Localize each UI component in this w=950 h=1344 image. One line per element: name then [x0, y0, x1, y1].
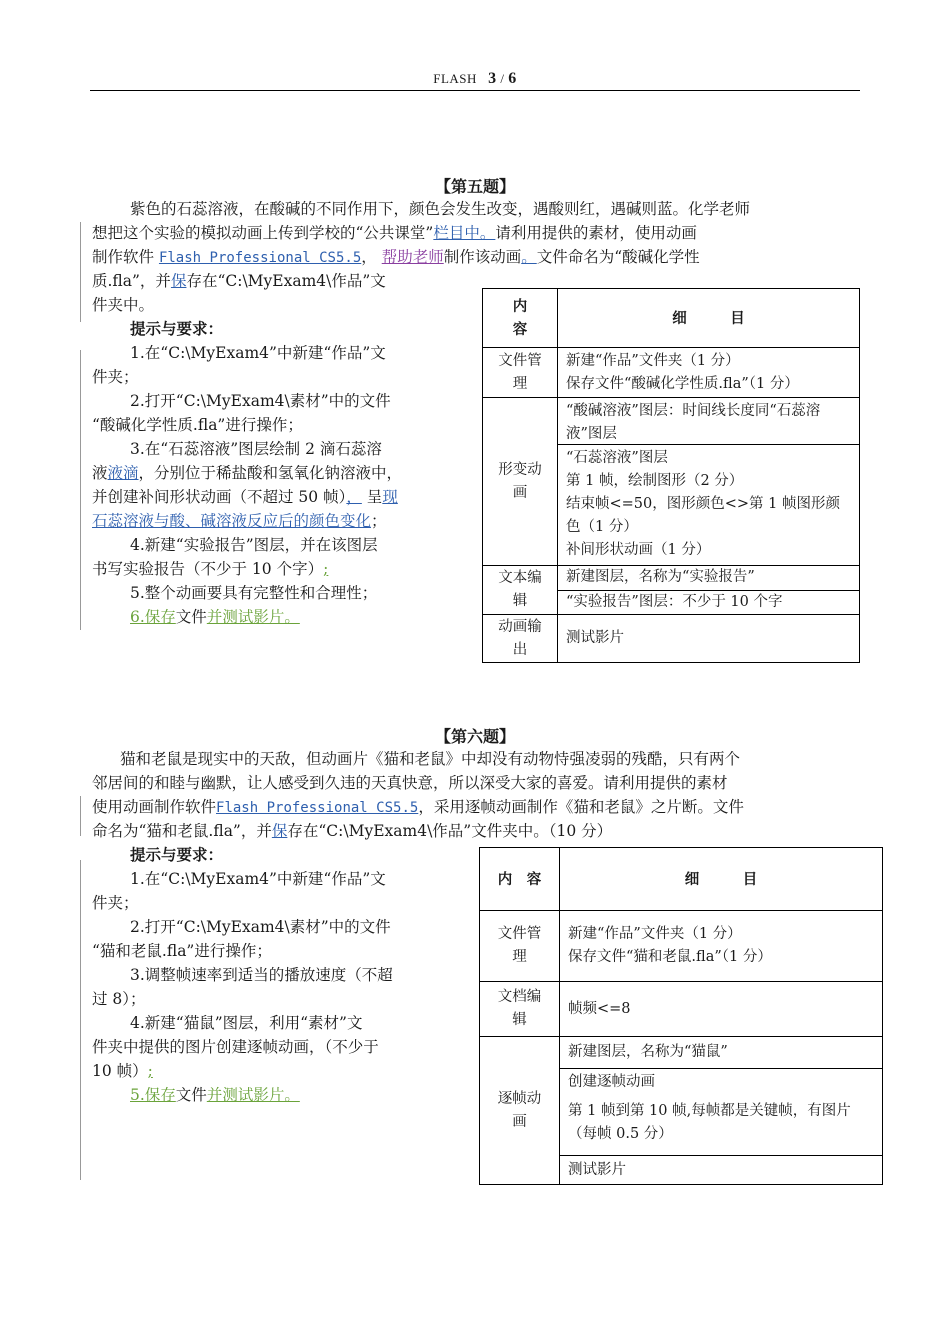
q6-tips-title: 提示与要求： [130, 845, 224, 864]
q5-title: 【第五题】 [434, 177, 515, 196]
q6-link-test[interactable]: 并测试影片。 [206, 1086, 300, 1104]
q5-r3b-detail: “实验报告”图层：不少于 10 个字 [557, 590, 860, 615]
q5-tip-3d: 石蕊溶液与酸、碱溶液反应后的颜色变化； [92, 512, 387, 530]
q6-title: 【第六题】 [434, 727, 515, 746]
q6-r3c-detail: 测试影片 [559, 1155, 883, 1185]
q5-th-detail: 细 目 [557, 288, 860, 348]
q5-tip-3b: 液液滴，分别位于稀盐酸和氢氧化钠溶液中， [92, 464, 403, 482]
q5-tip-4b: 书写实验报告（不少于 10 个字）; [92, 560, 329, 578]
q5-r2a-detail: “酸碱溶液”图层：时间线长度同“石蕊溶液”图层 [557, 397, 860, 445]
q6-tip-4c: 10 帧）; [92, 1062, 153, 1080]
q5-line-5: 件夹中。 [92, 296, 155, 314]
q5-link-semicolon[interactable]: ; [323, 560, 329, 578]
q6-r2-label: 文档编 辑 [479, 981, 560, 1037]
q5-line-1: 紫色的石蕊溶液，在酸碱的不同作用下，颜色会发生改变，遇酸则红，遇碱则蓝。化学老师 [130, 200, 751, 218]
q6-th-detail: 细 目 [559, 847, 883, 911]
q5-th-content: 内 容 [482, 288, 558, 348]
page-header [0, 70, 950, 88]
q5-r1-label: 文件管 理 [482, 347, 558, 398]
q5-margin-bar-2 [80, 350, 81, 630]
q6-link-save[interactable]: 5.保存 [130, 1086, 176, 1104]
q6-link-flash[interactable]: Flash Professional CS5.5 [216, 800, 419, 816]
q6-line-4: 命名为“猫和老鼠.fla”，并保存在“C:\MyExam4\作品”文件夹中。（10 分） [92, 822, 613, 840]
q5-r3-label: 文本编 辑 [482, 565, 558, 615]
header-sep: / [496, 71, 509, 86]
q5-tip-5: 5.整个动画要具有完整性和合理性； [130, 584, 378, 602]
q6-r1-detail: 新建“作品”文件夹（1 分） 保存文件“猫和老鼠.fla”（1 分） [559, 910, 883, 982]
q6-tip-5: 5.保存文件并测试影片。 [130, 1086, 300, 1104]
q5-tip-3a: 3.在“石蕊溶液”图层绘制 2 滴石蕊溶 [130, 440, 382, 458]
q5-r4-detail: 测试影片 [557, 614, 860, 663]
q5-link-bao[interactable]: 保 [170, 272, 187, 290]
q6-margin-bar [80, 796, 81, 836]
q6-margin-bar-2 [80, 860, 81, 1180]
q5-r3a-detail: 新建图层，名称为“实验报告” [557, 565, 860, 591]
q5-link-help[interactable]: 帮助老师 [381, 248, 444, 266]
q5-line-3: 制作软件 Flash Professional CS5.5， 帮助老师制作该动画。文件命名为“酸碱化学性 [92, 248, 700, 266]
q5-line-2: 想把这个实验的模拟动画上传到学校的“公共课堂”栏目中。请利用提供的素材，使用动画 [92, 224, 697, 242]
q6-th-content: 内 容 [479, 847, 560, 911]
q6-r3b-detail: 创建逐帧动画 第 1 帧到第 10 帧,每帧都是关键帧，有图片（每帧 0.5 分） [559, 1068, 883, 1156]
q5-tip-1b: 件夹； [92, 368, 139, 386]
q5-link-drop[interactable]: 液滴 [107, 464, 139, 482]
q6-line-3: 使用动画制作软件Flash Professional CS5.5，采用逐帧动画制作《猫和老鼠》之片断。文件 [92, 798, 744, 816]
q5-link-xian[interactable]: 现 [382, 488, 398, 506]
q5-tip-4a: 4.新建“实验报告”图层，并在该图层 [130, 536, 378, 554]
header-total: 6 [508, 70, 517, 87]
q5-tips-title: 提示与要求： [130, 319, 224, 338]
q5-link-save[interactable]: 6.保存 [130, 608, 176, 626]
q5-margin-bar [80, 222, 81, 322]
q6-tip-2b: “猫和老鼠.fla”进行操作； [92, 942, 272, 960]
q6-link-semicolon[interactable]: ; [147, 1062, 153, 1080]
q6-r1-label: 文件管 理 [479, 910, 560, 982]
q6-line-2: 邻居间的和睦与幽默，让人感受到久违的天真快意，所以深受大家的喜爱。请利用提供的素材 [92, 774, 728, 792]
q5-tip-6: 6.保存文件并测试影片。 [130, 608, 300, 626]
q6-link-bao[interactable]: 保 [271, 822, 288, 840]
q5-link-period[interactable]: 。 [521, 248, 537, 266]
q6-tip-3a: 3.调整帧速率到适当的播放速度（不超 [130, 966, 393, 984]
q6-tip-2a: 2.打开“C:\MyExam4\素材”中的文件 [130, 918, 391, 936]
q5-link-comma[interactable]: ， [346, 488, 362, 506]
q6-tip-1a: 1.在“C:\MyExam4”中新建“作品”文 [130, 870, 386, 888]
q6-line-1: 猫和老鼠是现实中的天敌，但动画片《猫和老鼠》中却没有动物恃强凌弱的残酷，只有两个 [120, 750, 741, 768]
header-prefix: FLASH [433, 71, 477, 86]
header-rule [90, 90, 860, 91]
q5-tip-2a: 2.打开“C:\MyExam4\素材”中的文件 [130, 392, 391, 410]
q5-r4-label: 动画输 出 [482, 614, 558, 663]
q5-tip-3c: 并创建补间形状动画（不超过 50 帧）， 呈现 [92, 488, 398, 506]
q5-tip-2b: “酸碱化学性质.fla”进行操作； [92, 416, 303, 434]
header-page: 3 [488, 70, 497, 87]
q6-tip-4a: 4.新建“猫鼠”图层，利用“素材”文 [130, 1014, 363, 1032]
q6-tip-3b: 过 8）； [92, 990, 146, 1008]
q6-r3a-detail: 新建图层，名称为“猫鼠” [559, 1036, 883, 1069]
q5-link-flash[interactable]: Flash Professional CS5.5 [158, 250, 362, 266]
q5-line-4: 质.fla”，并保存在“C:\MyExam4\作品”文 [92, 272, 386, 290]
q5-r1-detail: 新建“作品”文件夹（1 分） 保存文件“酸碱化学性质.fla”（1 分） [557, 347, 860, 398]
q5-link-test[interactable]: 并测试影片。 [206, 608, 300, 626]
q5-link-color-change[interactable]: 石蕊溶液与酸、碱溶液反应后的颜色变化 [92, 512, 372, 530]
q6-tip-4b: 件夹中提供的图片创建逐帧动画，（不少于 [92, 1038, 379, 1056]
q5-r2-label: 形变动 画 [482, 397, 558, 566]
q5-tip-1a: 1.在“C:\MyExam4”中新建“作品”文 [130, 344, 386, 362]
q6-r2-detail: 帧频<=8 [559, 981, 883, 1037]
q6-r3-label: 逐帧动 画 [479, 1036, 560, 1185]
q5-link-lanmu[interactable]: 栏目中。 [433, 224, 496, 242]
q6-score-table [479, 847, 883, 1185]
q6-tip-1b: 件夹； [92, 894, 139, 912]
q5-score-table [482, 288, 860, 663]
q5-r2b-detail: “石蕊溶液”图层 第 1 帧，绘制图形（2 分） 结束帧<=50，图形颜色<>第 1 帧图形颜色（1 分） 补间形状动画（1 分） [557, 444, 860, 566]
